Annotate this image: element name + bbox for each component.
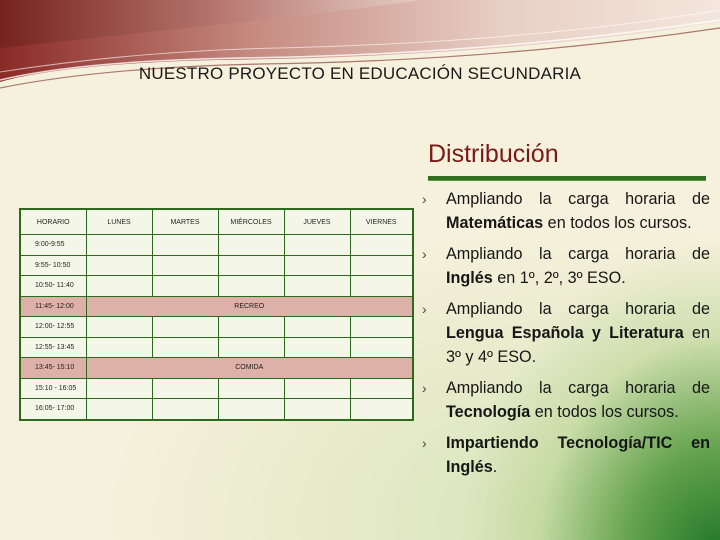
- table-row: [20, 276, 413, 297]
- time-cell: 9:00-9:55: [20, 235, 86, 256]
- schedule-header-row: [20, 209, 413, 235]
- break-row-comida: [20, 358, 413, 379]
- table-row: [20, 235, 413, 256]
- column-header: MARTES: [152, 209, 218, 235]
- chevron-right-icon: ›: [422, 435, 427, 451]
- table-row: [20, 255, 413, 276]
- page-title: NUESTRO PROYECTO EN EDUCACIÓN SECUNDARIA: [138, 64, 582, 83]
- schedule-table: [19, 208, 414, 421]
- time-cell: 9:55- 10:50: [20, 255, 86, 276]
- header-wave-band: [0, 0, 720, 110]
- column-header: MIÉRCOLES: [218, 209, 284, 235]
- bullet-item: › Ampliando la carga horaria de Lengua Española y Literatura en 3º y 4º ESO.: [420, 297, 710, 369]
- table-row: [20, 317, 413, 338]
- chevron-right-icon: ›: [422, 191, 427, 207]
- break-label: COMIDA: [86, 358, 413, 379]
- table-row: [20, 399, 413, 420]
- bullet-item: › Ampliando la carga horaria de Inglés en 1º, 2º, 3º ESO.: [420, 242, 710, 290]
- bullet-item: › Impartiendo Tecnología/TIC en Inglés.: [420, 431, 710, 479]
- table-row: [20, 337, 413, 358]
- bullet-item: › Ampliando la carga horaria de Matemáticas en todos los cursos.: [420, 187, 710, 235]
- time-cell: 11:45- 12:00: [20, 296, 86, 317]
- column-header: LUNES: [86, 209, 152, 235]
- section-underline: [428, 176, 706, 180]
- table-row: [20, 378, 413, 399]
- time-cell: 16:05- 17:00: [20, 399, 86, 420]
- section-title: Distribución: [428, 140, 559, 168]
- time-cell: 13:45- 15:10: [20, 358, 86, 379]
- chevron-right-icon: ›: [422, 301, 427, 317]
- chevron-right-icon: ›: [422, 380, 427, 396]
- column-header: JUEVES: [284, 209, 350, 235]
- bullet-list: [420, 187, 710, 486]
- break-row-recreo: [20, 296, 413, 317]
- time-cell: 12:55- 13:45: [20, 337, 86, 358]
- bullet-item: › Ampliando la carga horaria de Tecnología en todos los cursos.: [420, 376, 710, 424]
- time-cell: 12:00- 12:55: [20, 317, 86, 338]
- column-header: VIERNES: [350, 209, 413, 235]
- column-header: HORARIO: [20, 209, 86, 235]
- break-label: RECREO: [86, 296, 413, 317]
- time-cell: 15:10 - 16:05: [20, 378, 86, 399]
- time-cell: 10:50- 11:40: [20, 276, 86, 297]
- chevron-right-icon: ›: [422, 246, 427, 262]
